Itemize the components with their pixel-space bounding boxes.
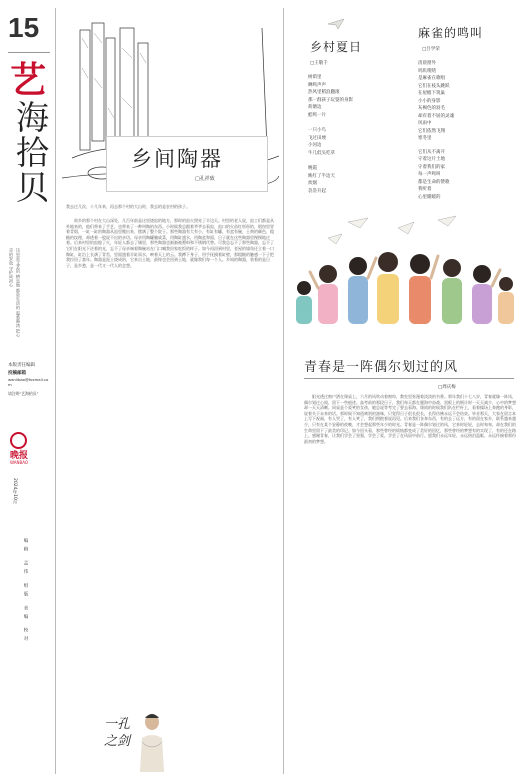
paper-plane-icon bbox=[328, 14, 344, 33]
sparrow-author: □吕学荣 bbox=[422, 47, 440, 52]
logo-sub: WANBAO bbox=[10, 460, 29, 465]
pottery-title: 乡间陶器 bbox=[131, 147, 223, 171]
section-title-red: 艺 bbox=[10, 59, 47, 101]
poem-line: 一只小鸟 bbox=[308, 128, 326, 133]
pottery-body: 故乡的那个村在大山深处，几百年前是这里烧窑的地方，那时的窑火照亮了半边天。村里的老人说，窑工们都是从外地来的，他们带来了手艺，也带来了一种叫陶的东西。小时候我总跟着爷爷去看窑，窑口的火苗红彤彤的，烟囱里冒着青烟，一缸一缸的陶器从窑里搬出来，摆满了整个院子。那些陶器有大有小，有缸有罐，有盆有碗，土黄的颜色，粗糙的纹理，却透着一股说不出的亲切。母亲用陶罐腌咸菜，用陶缸盛水，用陶盆和面，日子就在这些陶器里慢慢地过着。后来村里的窑熄了火，年轻人都去了城里，那些陶器也渐渐被塑料和不锈钢代替。可我总忘不了那些陶器，忘不了它们在阳光下泛着的光，忘不了母亲端着陶碗站在门口喊我回家吃饭的样子。如今再回到村里，老屋的墙角还立着一口陶缸，缸沿上长满了青苔，里面盛着半缸雨水，映着天上的云。我蹲下身子，用手抚摸着缸壁，那粗糙的触感一下子把我拉回了童年。陶器是泥土烧成的，它来自土地，最终也会回到土地，就像我们每一个人。乡间的陶器，装着的是日子，是乡愁，是一代又一代人的念想。 bbox=[66, 218, 274, 268]
logo-text: 晚报 bbox=[10, 451, 29, 461]
sidebar-date: 2024年10月 bbox=[12, 478, 17, 505]
poem-line: 它们在枝头跳跃 bbox=[418, 83, 450, 89]
email-label: 投稿邮箱 bbox=[8, 371, 26, 376]
youth-body: 阳光透过窗户洒在课桌上，六月的风吹动着窗帘，教室里弥漫着淡淡的书香。那年我们十七八岁，青春就像一阵风，偶尔划过心间，留下一些痕迹。高考前的那段日子，我们每天都在题海中奋战，黑板上的倒计时一天天减少，心中的梦想却一天天清晰。同桌是个爱笑的女孩，她总说等考完了要去看海。课间的时候我们趴在栏杆上，看着操场上奔跑的身影，说着关于未来的话。那时候不知道离别的滋味，只觉得日子很长很长，长得仿佛永远不会结束。毕业那天，大家在留言本上写下祝福，有人哭了，有人笑了，我们拥抱着说再见。后来我们各奔东西，有的去了远方，有的留在家乡，联系越来越少，只有在某个安静的夜晚，才会想起那些年少的时光。青春是一阵偶尔划过的风，它来时轻轻，去时匆匆，却在我们的生命里留下了最美的印记。如今回头看，那些曾经的烦恼都变成了美好的回忆，那些曾经的梦想有的实现了，有的还在路上。感谢青春，让我们学会了坚强，学会了爱，学会了在风雨中前行。愿我们永远年轻，永远热泪盈眶，永远怀揣着那份最初的梦想。 bbox=[304, 394, 516, 444]
poem-line: 晚霞 bbox=[308, 166, 317, 171]
poem-line: 都是生命的赞歌 bbox=[418, 179, 450, 185]
summer-lines bbox=[308, 74, 396, 195]
poem-line: 守着我们的家 bbox=[418, 164, 445, 170]
sidebar-staff: 编辑 孟伟 组版 美编 校对 bbox=[23, 538, 28, 645]
pottery-author: □孔祥致 bbox=[195, 176, 215, 182]
masthead bbox=[8, 8, 50, 768]
youth-illustration bbox=[288, 214, 524, 344]
poem-line: 小小的身影 bbox=[418, 98, 441, 104]
poem-line: 袅袅升起 bbox=[308, 188, 326, 194]
sparrow-title: 麻雀的鸣叫 bbox=[418, 26, 484, 40]
poem-line: 在屋檐下筑巢 bbox=[418, 91, 445, 96]
sparrow-lines bbox=[418, 60, 518, 201]
logo-icon bbox=[10, 432, 27, 449]
paper-plane-icon bbox=[328, 216, 456, 244]
summer-title: 乡村夏日 bbox=[310, 40, 363, 54]
poem-line: 荷塘边 bbox=[308, 105, 322, 110]
poem-line: 每一声鸣叫 bbox=[418, 172, 441, 177]
column-portrait bbox=[136, 708, 168, 772]
pottery-intro: 我去过几次，十几年来，再去那个村的大山时，我去的是农村的孩子。 bbox=[66, 204, 190, 209]
section-title bbox=[10, 60, 50, 230]
poem-line: 树荫里 bbox=[308, 75, 322, 80]
poem-line: 蛙鸣一片 bbox=[308, 112, 326, 118]
poem-line: 风雨中 bbox=[418, 121, 432, 126]
center-divider bbox=[283, 8, 284, 774]
pottery-article bbox=[62, 8, 279, 778]
masthead-tagline: 这里是文艺的 栖息地 都是生活的 温柔港湾 把心灵的安放 守护成初心 bbox=[9, 248, 21, 338]
poem-line: 是麻雀在歌唱 bbox=[418, 76, 445, 81]
youth-title-rule bbox=[304, 378, 514, 379]
poem-line: 灰褐色的羽毛 bbox=[418, 106, 445, 111]
section-title-rest: 海拾贝 bbox=[11, 100, 50, 205]
poem-line: 心里暖暖的 bbox=[418, 194, 441, 200]
column-label: 一孔之剑 bbox=[104, 717, 131, 749]
poem-line: 寒冬里 bbox=[418, 136, 432, 141]
poem-line: 它们依然飞翔 bbox=[418, 128, 445, 134]
email-address: wanlibao@foxmail.com bbox=[8, 377, 49, 387]
summer-author: □王敬千 bbox=[310, 61, 328, 66]
submission-note: 请注明“艺海拾贝” bbox=[8, 391, 39, 396]
youth-article bbox=[288, 350, 524, 774]
poem-line: 牛儿低头吃草 bbox=[308, 150, 335, 156]
poem-line: 守着这片土地 bbox=[418, 157, 445, 162]
poem-line: 飞过田埂 bbox=[308, 135, 326, 141]
poem-line: 却有着不屈的灵魂 bbox=[418, 113, 454, 119]
column-badge bbox=[104, 708, 176, 774]
poem-line: 炊烟 bbox=[308, 181, 317, 186]
pottery-title-box bbox=[106, 136, 268, 192]
masthead-divider bbox=[55, 8, 56, 774]
wanbao-logo bbox=[10, 428, 46, 464]
editor-note: 本版责任编辑 bbox=[8, 363, 35, 368]
poem-line: 叽叽喳喳 bbox=[418, 68, 436, 74]
poem-line: 映红了半边天 bbox=[308, 173, 335, 179]
masthead-rule bbox=[8, 52, 50, 53]
youth-author: □周庆梅 bbox=[438, 385, 456, 390]
poem-line: 热风里稻浪翻滚 bbox=[308, 90, 340, 95]
poem-line: 那一群孩子玩耍的身影 bbox=[308, 97, 353, 103]
page-number: 15 bbox=[8, 12, 40, 43]
poem-line: 我听着 bbox=[418, 187, 432, 192]
poem-line: 它们从不离开 bbox=[418, 149, 445, 155]
poem-line: 清晨窗外 bbox=[418, 61, 436, 66]
poem-line: 小河边 bbox=[308, 143, 322, 148]
poem-line: 蝉鸣声声 bbox=[308, 82, 326, 88]
youth-title: 青春是一阵偶尔划过的风 bbox=[304, 360, 459, 375]
